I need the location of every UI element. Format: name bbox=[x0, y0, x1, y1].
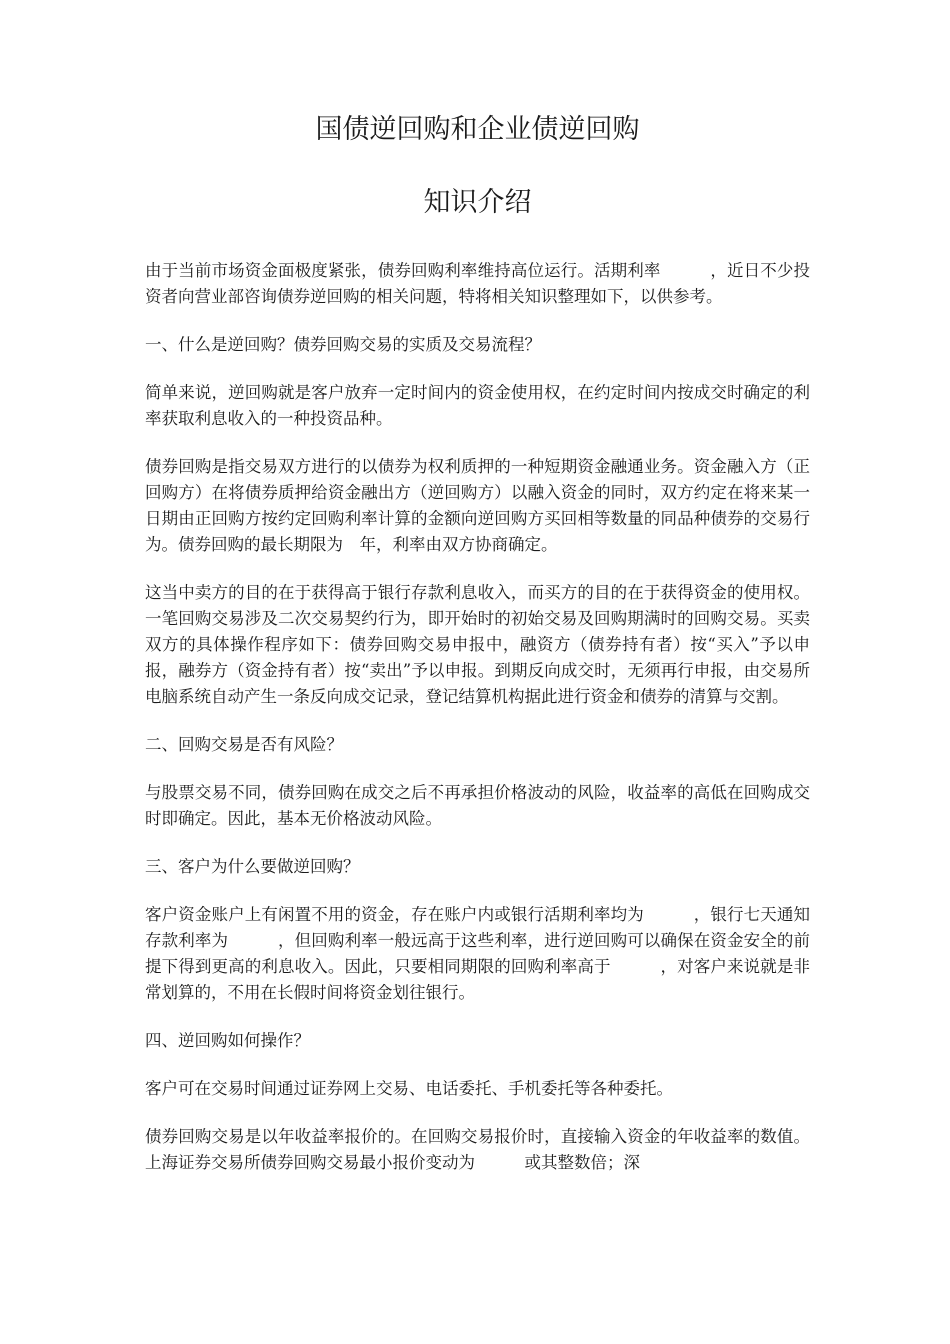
document-title: 国债逆回购和企业债逆回购 bbox=[315, 114, 640, 145]
paragraph: 债券回购是指交易双方进行的以债券为权利质押的一种短期资金融通业务。资金融入方（正回购方）在将债券质押给资金融出方（逆回购方）以融入资金的同时，双方约定在将来某一日期由正回购方按约定回购利率计算的金额向逆回购方买回相等数量的同品种债券的交易行为。债券回购的最长期限为 年，利率由双方协商确定。 bbox=[145, 457, 810, 554]
section-heading-1: 一、什么是逆回购？债券回购交易的实质及交易流程？ bbox=[145, 335, 541, 354]
paragraph: 简单来说，逆回购就是客户放弃一定时间内的资金使用权，在约定时间内按成交时确定的利率获取利息收入的一种投资品种。 bbox=[145, 383, 810, 428]
document-body bbox=[145, 258, 810, 1198]
section-heading-3: 三、客户为什么要做逆回购？ bbox=[145, 857, 360, 876]
intro-paragraph: 由于当前市场资金面极度紧张，债券回购利率维持高位运行。活期利率 ，近日不少投资者向营业部咨询债券逆回购的相关问题，特将相关知识整理如下，以供参考。 bbox=[145, 261, 810, 306]
section-heading-4: 四、逆回购如何操作？ bbox=[145, 1031, 310, 1050]
paragraph: 债券回购交易是以年收益率报价的。在回购交易报价时，直接输入资金的年收益率的数值。上海证券交易所债券回购交易最小报价变动为 或其整数倍；深 bbox=[145, 1127, 810, 1172]
paragraph: 客户资金账户上有闲置不用的资金，存在账户内或银行活期利率均为 ，银行七天通知存款利率为 ，但回购利率一般远高于这些利率，进行逆回购可以确保在资金安全的前提下得到更高的利息收入。因此，只要相同期限的回购利率高于 ，对客户来说就是非常划算的，不用在长假时间将资金划往银行。 bbox=[145, 905, 810, 1002]
paragraph: 客户可在交易时间通过证券网上交易、电话委托、手机委托等各种委托。 bbox=[145, 1079, 673, 1098]
document-subtitle: 知识介绍 bbox=[423, 187, 532, 218]
paragraph: 与股票交易不同，债券回购在成交之后不再承担价格波动的风险，收益率的高低在回购成交时即确定。因此，基本无价格波动风险。 bbox=[145, 783, 810, 828]
section-heading-2: 二、回购交易是否有风险？ bbox=[145, 735, 343, 754]
paragraph: 这当中卖方的目的在于获得高于银行存款利息收入，而买方的目的在于获得资金的使用权。一笔回购交易涉及二次交易契约行为，即开始时的初始交易及回购期满时的回购交易。买卖双方的具体操作程序如下：债券回购交易申报中，融资方（债券持有者）按“买入”予以申报，融券方（资金持有者）按“卖出”予以申报。到期反向成交时，无须再行申报，由交易所电脑系统自动产生一条反向成交记录，登记结算机构据此进行资金和债券的清算与交割。 bbox=[145, 583, 810, 706]
